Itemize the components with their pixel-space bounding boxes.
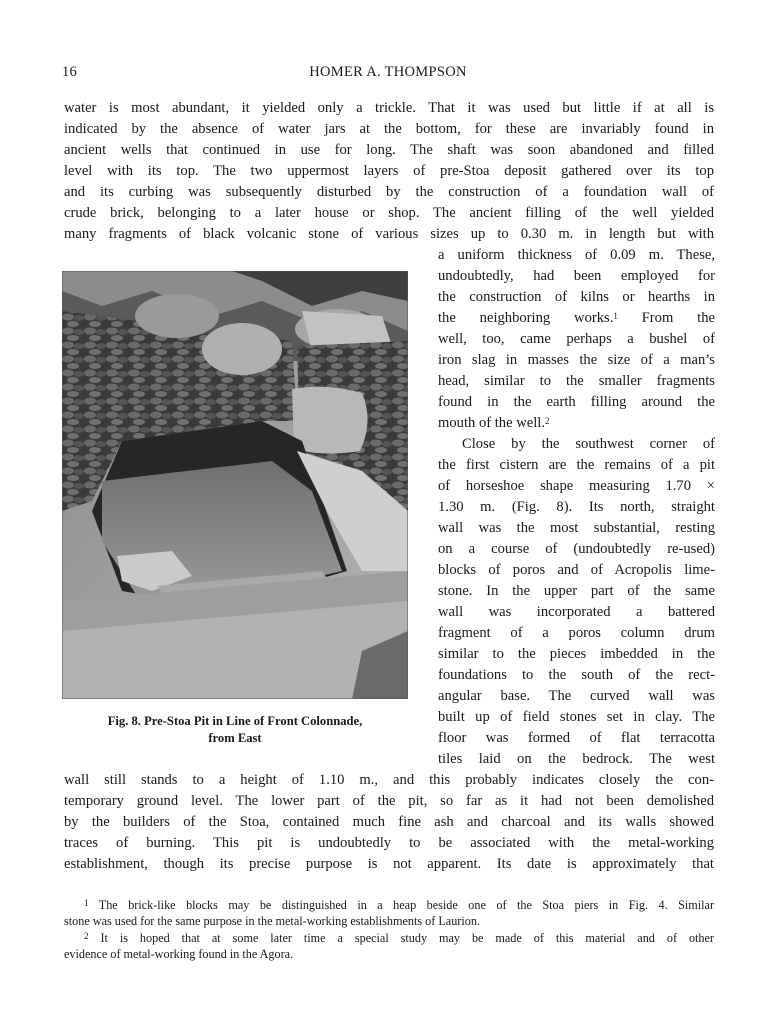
column-line: blocks of poros and of Acropolis lime- <box>438 562 715 578</box>
footnote-1-marker: 1 <box>84 898 89 908</box>
column-line-text: the neighboring works. <box>438 310 614 326</box>
body-line: wall still stands to a height of 1.10 m., and this probably indicates closely the con- <box>64 772 714 788</box>
figure-8-photograph <box>62 271 408 699</box>
body-line: and its curbing was subsequently disturbed by the construction of a foundation wall of <box>64 184 714 200</box>
footnote-ref-1: 1 <box>613 311 618 321</box>
column-line: undoubtedly, had been employed for <box>438 268 715 284</box>
body-line: crude brick, belonging to a later house or shop. The ancient filling of the well yielded <box>64 205 714 221</box>
column-line: found in the earth filling around the <box>438 394 715 410</box>
footnote-1-line1 <box>84 897 714 913</box>
body-line: level with its top. The two uppermost layers of pre-Stoa deposit gathered over its top <box>64 163 714 179</box>
footnote-1-line2: stone was used for the same purpose in the metal-working establishments of Laurion. <box>64 914 480 928</box>
footnote-2-marker: 2 <box>84 931 89 941</box>
footnote-2-line1 <box>84 930 714 946</box>
column-line: built up of field stones set in clay. The <box>438 709 715 725</box>
column-line-with-footnote-ref <box>438 308 715 329</box>
column-line: foundations to the south of the rect- <box>438 667 715 683</box>
figure-caption-line2: from East <box>208 731 262 745</box>
column-line: fragment of a poros column drum <box>438 625 715 641</box>
column-line: similar to the pieces imbedded in the <box>438 646 715 662</box>
body-line: by the builders of the Stoa, contained much fine ash and charcoal and its walls showed <box>64 814 714 830</box>
body-line: ancient wells that continued in use for long. The shaft was soon abandoned and filled <box>64 142 714 158</box>
column-line: the construction of kilns or hearths in <box>438 289 715 305</box>
body-line: many fragments of black volcanic stone of various sizes up to 0.30 m. in length but with <box>64 226 714 242</box>
column-line-tail: From the <box>617 310 715 326</box>
running-title: HOMER A. THOMPSON <box>309 64 467 80</box>
column-line: 1.30 m. (Fig. 8). Its north, straight <box>438 499 715 515</box>
column-line: well, too, came perhaps a bushel of <box>438 331 715 347</box>
column-line: stone. In the upper part of the same <box>438 583 715 599</box>
column-line: tiles laid on the bedrock. The west <box>438 751 715 767</box>
footnote-ref-2: 2 <box>545 416 550 426</box>
column-line: iron slag in masses the size of a man’s <box>438 352 715 368</box>
footnote-2-text: It is hoped that at some later time a special study may be made of this material and of other <box>88 931 714 945</box>
paragraph-first-line: Close by the southwest corner of <box>462 436 715 452</box>
body-line: indicated by the absence of water jars at the bottom, for these are invariably found in <box>64 121 714 137</box>
footnote-2-line2: evidence of metal-working found in the Agora. <box>64 947 294 961</box>
column-line: wall was the most substantial, resting <box>438 520 715 536</box>
body-line: establishment, though its precise purpose is not apparent. Its date is approximately that <box>64 856 714 872</box>
body-line: traces of burning. This pit is undoubtedly to be associated with the metal-working <box>64 835 714 851</box>
column-line: angular base. The curved wall was <box>438 688 715 704</box>
page-number: 16 <box>62 64 78 80</box>
footnote-1-text: The brick-like blocks may be distinguished in a heap beside one of the Stoa piers in Fig. 4. Similar <box>88 898 714 912</box>
body-line: temporary ground level. The lower part of the pit, so far as it had not been demolished <box>64 793 714 809</box>
running-head <box>62 64 714 84</box>
column-line-text: mouth of the well. <box>438 415 546 431</box>
column-line: of horseshoe shape measuring 1.70 × <box>438 478 715 494</box>
column-line: floor was formed of flat terracotta <box>438 730 715 746</box>
column-line: head, similar to the smaller fragments <box>438 373 715 389</box>
figure-caption-line1: Fig. 8. Pre-Stoa Pit in Line of Front Colonnade, <box>107 714 363 728</box>
body-line: water is most abundant, it yielded only a trickle. That it was used but little if at all is <box>64 100 714 116</box>
column-line: a uniform thickness of 0.09 m. These, <box>438 247 715 263</box>
column-line: wall was incorporated a battered <box>438 604 715 620</box>
column-line: the first cistern are the remains of a pit <box>438 457 715 473</box>
column-line-with-footnote-ref <box>438 413 715 434</box>
column-line: on a course of (undoubtedly re-used) <box>438 541 715 557</box>
